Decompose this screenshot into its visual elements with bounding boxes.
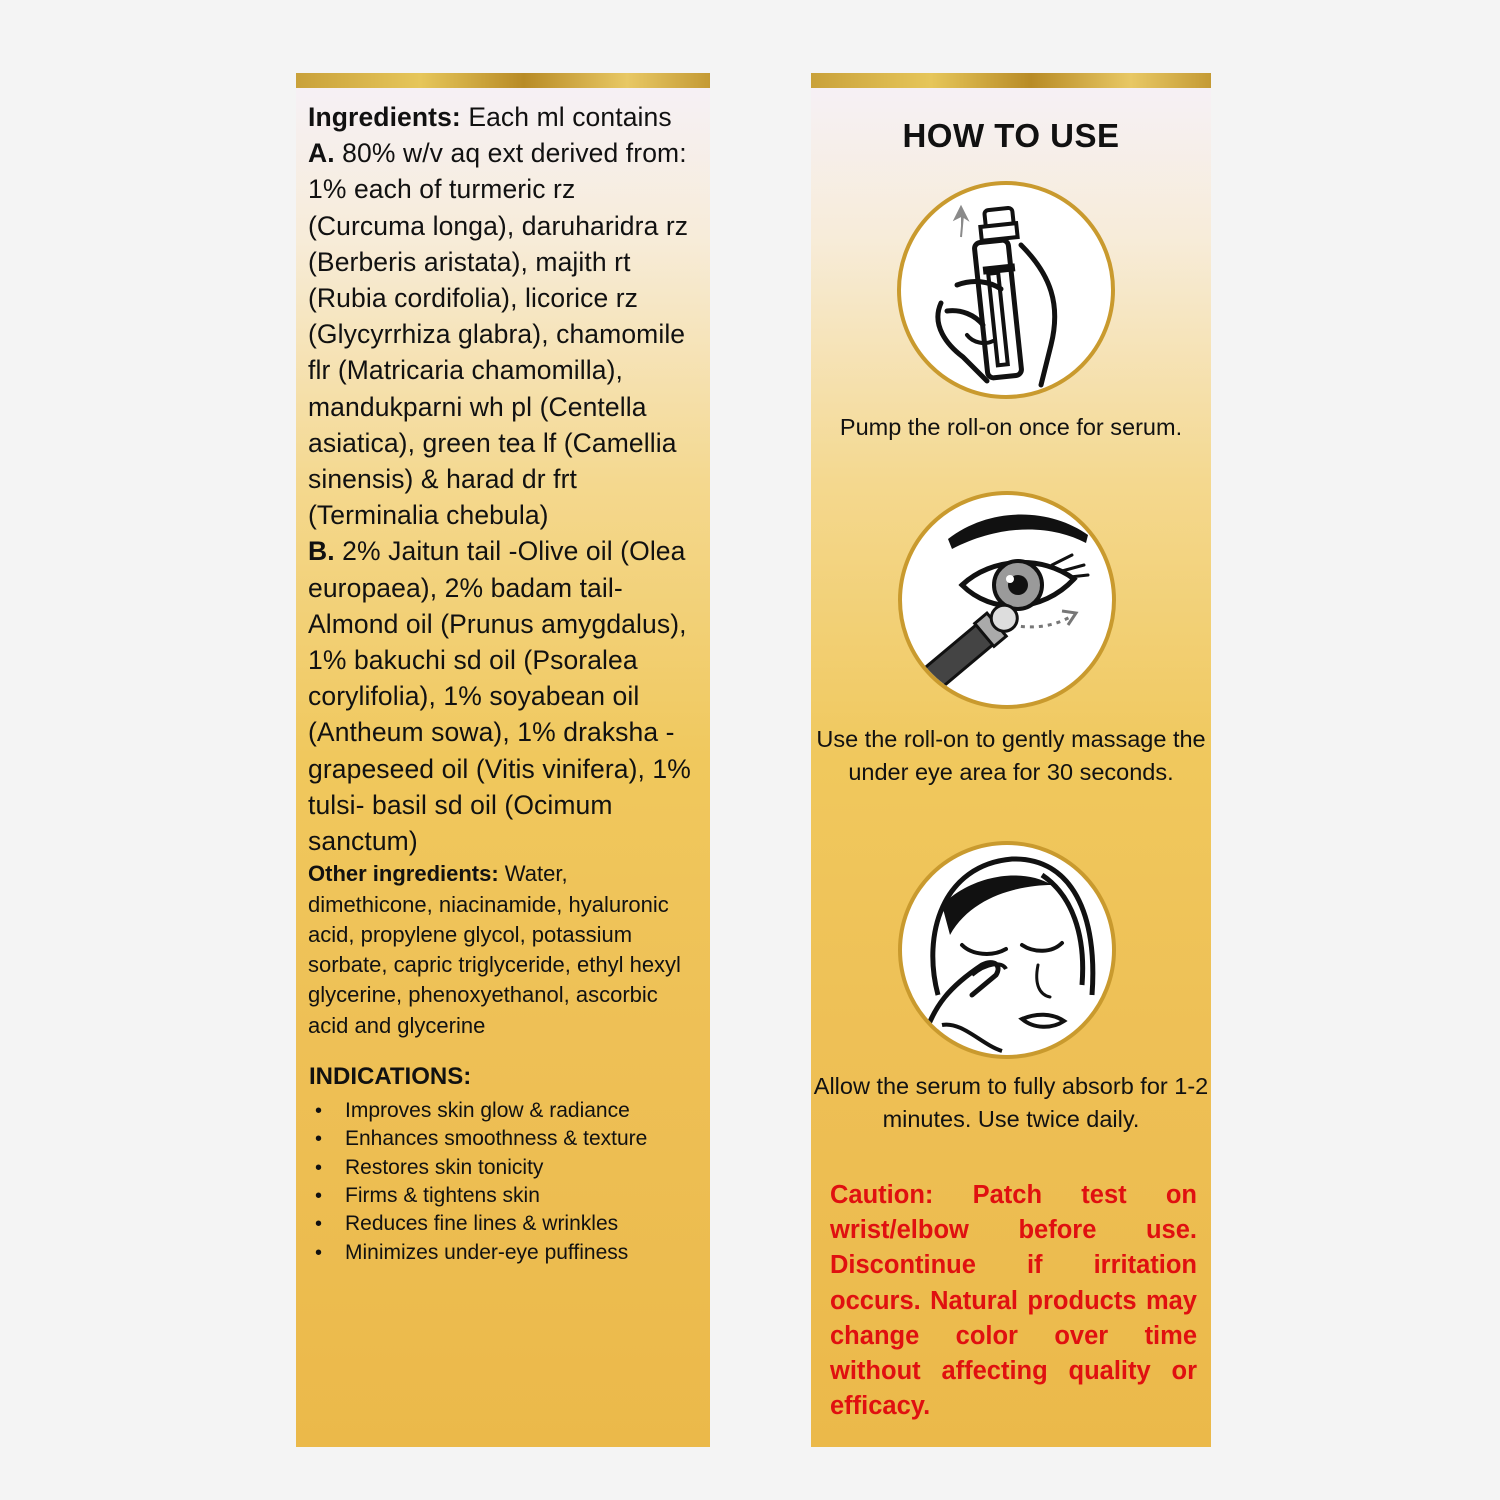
face-absorb-icon bbox=[898, 841, 1116, 1059]
part-b-text: 2% Jaitun tail -Olive oil (Olea europaea), 2% badam tail-Almond oil (Prunus amygdalus), 1% bakuchi sd oil (Psoralea corylifolia), 1% soyabean oil (Antheum sowa), 1% draksha - grapeseed oil (Vitis vinifera), 1% tulsi- basil sd oil (Ocimum sanctum) bbox=[308, 536, 691, 857]
pump-roll-on-icon bbox=[897, 181, 1115, 399]
how-to-use-panel bbox=[811, 73, 1211, 1447]
indications-title: INDICATIONS: bbox=[309, 1063, 472, 1091]
ingredients-text bbox=[308, 99, 698, 859]
list-item: • Reduces fine lines & wrinkles bbox=[308, 1210, 698, 1238]
list-item: • Minimizes under-eye puffiness bbox=[308, 1239, 698, 1267]
eye-massage-icon bbox=[898, 491, 1116, 709]
list-item: • Enhances smoothness & texture bbox=[308, 1125, 698, 1153]
part-a-label: A. bbox=[308, 138, 335, 169]
other-ingredients bbox=[308, 859, 698, 1041]
gold-top-strip bbox=[296, 73, 710, 88]
other-ingredients-label: Other ingredients: bbox=[308, 861, 499, 887]
other-ingredients-text: Water, dimethicone, niacinamide, hyaluronic acid, propylene glycol, potassium sorbate, capric triglyceride, ethyl hexyl glycerine, phenoxyethanol, ascorbic acid and glycerine bbox=[308, 861, 681, 1038]
list-item: • Restores skin tonicity bbox=[308, 1154, 698, 1182]
caution-text: Caution: Patch test on wrist/elbow before use. Discontinue if irritation occurs. Natural products may change color over time without affecting quality or efficacy. bbox=[830, 1181, 1197, 1421]
step-2-text: Use the roll-on to gently massage the under eye area for 30 seconds. bbox=[816, 726, 1206, 785]
how-to-use-title: HOW TO USE bbox=[902, 117, 1120, 154]
part-b-label: B. bbox=[308, 536, 335, 567]
step-3-text: Allow the serum to fully absorb for 1-2 minutes. Use twice daily. bbox=[813, 1073, 1209, 1132]
ingredients-intro: Each ml contains bbox=[460, 102, 672, 132]
list-item: • Improves skin glow & radiance bbox=[308, 1097, 698, 1125]
ingredients-panel bbox=[296, 73, 710, 1447]
step-1-text: Pump the roll-on once for serum. bbox=[839, 414, 1183, 440]
ingredients-label: Ingredients: bbox=[308, 102, 461, 132]
list-item: • Firms & tightens skin bbox=[308, 1182, 698, 1210]
part-a-text: 80% w/v aq ext derived from: 1% each of turmeric rz (Curcuma longa), daruharidra rz (Berberis aristata), majith rt (Rubia cordifolia), licorice rz (Glycyrrhiza glabra), chamomile flr (Matricaria chamomilla), mandukparni wh pl (Centella asiatica), green tea lf (Camellia sinensis) & harad dr frt (Terminalia chebula) bbox=[308, 138, 689, 531]
indications-list bbox=[308, 1097, 698, 1267]
gold-top-strip bbox=[811, 73, 1211, 88]
